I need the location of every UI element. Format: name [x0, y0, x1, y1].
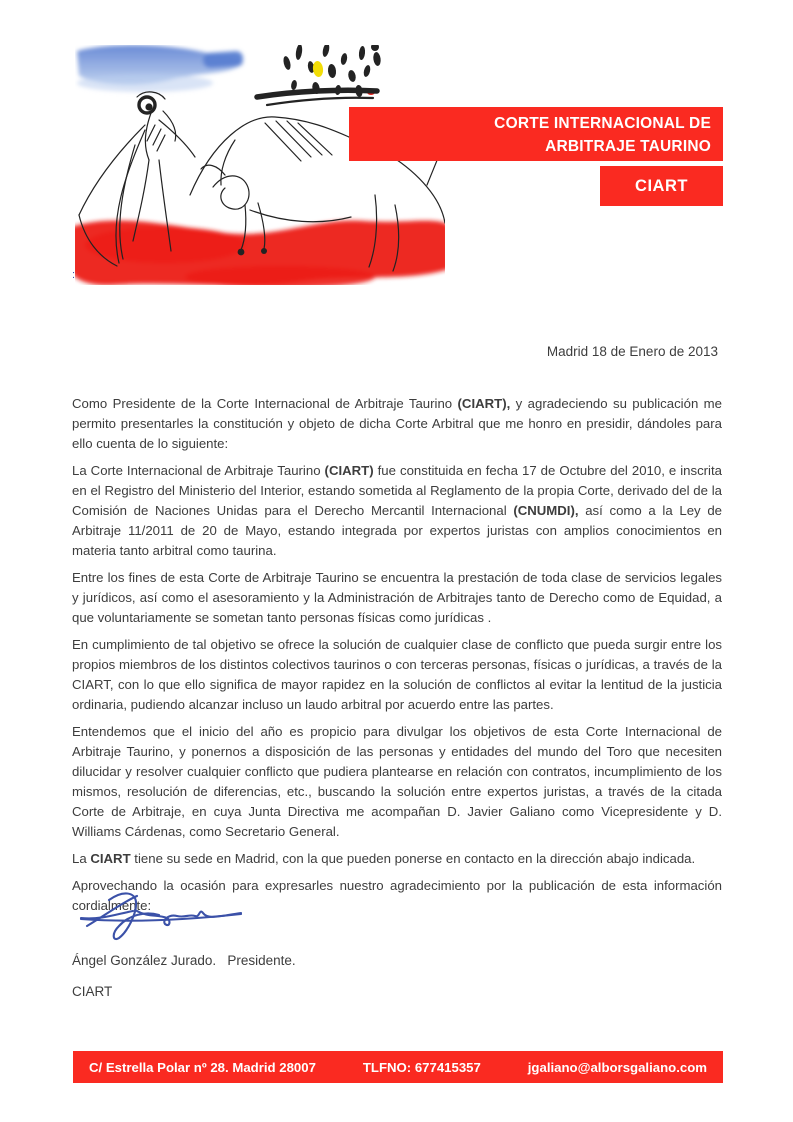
sand-wash — [75, 221, 445, 285]
header-banner-line1: CORTE INTERNACIONAL DE — [494, 115, 711, 132]
paragraph: Entre los fines de esta Corte de Arbitraje Taurino se encuentra la prestación de toda clase de servicios legales y jurídicos, así como el asesoramiento y la Administración de Arbitrajes tanto de Derecho como de Equidad, a que voluntariamente se sometan tanto personas físicas como jurídicas . — [72, 570, 722, 625]
paragraph: Aprovechando la ocasión para expresarles nuestro agradecimiento por la publicación de esta información cordialmente: — [72, 878, 722, 913]
signer-organization: CIART — [72, 984, 113, 999]
letter-body — [72, 394, 722, 923]
footer-address: C/ Estrella Polar nº 28. Madrid 28007 — [89, 1059, 316, 1075]
paragraph: La Corte Internacional de Arbitraje Taurino (CIART) fue constituida en fecha 17 de Octubre del 2010, e inscrita en el Registro del Ministerio del Interior, estando sometida al Reglamento de la propia Corte, derivado del de la Comisión de Naciones Unidas para el Derecho Mercantil Internacional (CNUMDI), así como a la Ley de Arbitraje 11/2011 de 20 de Mayo, estando integrada por expertos juristas con amplios conocimientos en materia tanto arbitral como taurina. — [72, 463, 722, 558]
header-banner-line2: ARBITRAJE TAURINO — [545, 138, 711, 155]
paragraph: Como Presidente de la Corte Internacional de Arbitraje Taurino (CIART), y agradeciendo su publicación me permito presentarles la constitución y objeto de dicha Corte Arbitral que me honro en presidir, dándoles para ello cuenta de lo siguiente: — [72, 396, 722, 451]
header-banner — [349, 107, 723, 161]
footer-email: jgaliano@alborsgaliano.com — [527, 1059, 707, 1075]
ciart-badge: CIART — [600, 166, 723, 206]
handwritten-signature — [75, 888, 247, 942]
paragraph: Entendemos que el inicio del año es propicio para divulgar los objetivos de esta Corte Internacional de Arbitraje Taurino, y ponernos a disposición de las personas y entidades del mundo del Toro que necesiten dilucidar y resolver cualquier conflicto que pudiera plantearse en relación con contratos, incumplimiento de los mismos, resolución de diferencias, etc., buscando la solución entre expertos juristas, a través de la citada Corte de Arbitraje, en cuya Junta Directiva me acompañan D. Javier Galiano como Vicepresidente y D. Williams Cárdenas, como Secretario General. — [72, 724, 722, 839]
barrera-line — [257, 90, 377, 105]
bullfight-watercolor-illustration — [75, 45, 445, 285]
stray-colon-mark: : — [72, 269, 76, 281]
signer-name-line: Ángel González Jurado. Presidente. — [72, 953, 296, 968]
footer-phone: TLFNO: 677415357 — [362, 1059, 481, 1075]
date-line: Madrid 18 de Enero de 2013 — [546, 344, 718, 359]
sky-wash — [77, 45, 244, 92]
paragraph: En cumplimiento de tal objetivo se ofrece la solución de cualquier clase de conflicto que pueda surgir entre los propios miembros de los distintos colectivos taurinos o con terceras personas, físicas o jurídicas, a través de la CIART, con lo que ello significa de mayor rapidez en la solución de conflictos al evitar la lentitud de la justicia ordinaria, pudiendo alcanzar incluso un laudo arbitral por acuerdo entre las partes. — [72, 637, 722, 712]
paragraph: La CIART tiene su sede en Madrid, con la que pueden ponerse en contacto en la dirección abajo indicada. — [72, 851, 696, 866]
footer-contact-bar — [73, 1051, 723, 1083]
crowd-yellow-dot — [312, 60, 324, 77]
